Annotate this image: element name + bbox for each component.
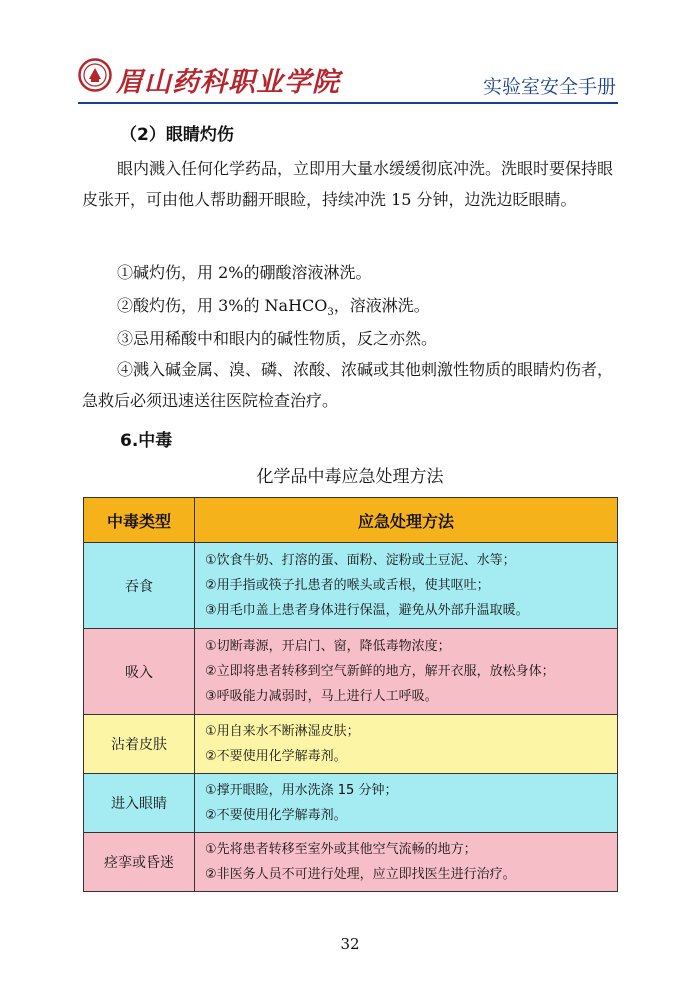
method-cell [195, 833, 618, 892]
method-step: ③呼吸能力减弱时，马上进行人工呼吸。 [205, 689, 438, 704]
header-divider [78, 102, 618, 104]
method-cell [195, 629, 618, 715]
page-header [78, 58, 618, 100]
poison-type-cell: 沾着皮肤 [84, 715, 195, 774]
poison-type-cell: 吞食 [84, 543, 195, 629]
section-heading-eye-burn: （2）眼睛灼伤 [120, 125, 234, 145]
method-step: ①先将患者转移至室外或其他空气流畅的地方； [205, 842, 477, 857]
section-heading-poisoning: 6.中毒 [120, 431, 173, 451]
method-cell [195, 543, 618, 629]
method-step: ③用毛巾盖上患者身体进行保温，避免从外部升温取暖。 [205, 603, 529, 618]
table-row [84, 629, 618, 715]
eye-burn-item-alkali: ①碱灼伤，用 2%的硼酸溶液淋洗。 [117, 263, 372, 282]
poison-type-cell: 进入眼睛 [84, 774, 195, 833]
poison-type-cell: 痉挛或昏迷 [84, 833, 195, 892]
poison-type-cell: 吸入 [84, 629, 195, 715]
method-cell [195, 774, 618, 833]
table-row [84, 833, 618, 892]
method-step: ①用自来水不断淋湿皮肤； [205, 724, 360, 739]
college-logo-icon [78, 58, 112, 92]
method-step: ②不要使用化学解毒剂。 [205, 808, 347, 823]
eye-burn-item-acid: ②酸灼伤，用 3%的 NaHCO$_3$，溶液淋洗。 [117, 296, 430, 319]
eye-burn-intro: 眼内溅入任何化学药品，立即用大量水缓缓彻底冲洗。洗眼时要保持眼皮张开，可由他人帮助翻开眼睑，持续冲洗 15 分钟，边洗边眨眼睛。 [82, 159, 614, 209]
method-step: ②用手指或筷子扎患者的喉头或舌根，使其呕吐； [205, 578, 490, 593]
manual-title: 实验室安全手册 [482, 76, 616, 98]
table-caption: 化学品中毒应急处理方法 [256, 467, 444, 487]
method-step: ①撑开眼睑，用水洗涤 15 分钟； [205, 783, 398, 798]
page-number: 32 [340, 935, 360, 953]
eye-burn-item-no-neutralize: ③忌用稀酸中和眼内的碱性物质，反之亦然。 [117, 329, 438, 348]
table-row [84, 774, 618, 833]
method-step: ②立即将患者转移到空气新鲜的地方，解开衣服，放松身体； [205, 664, 555, 679]
eye-burn-item-hospital: ④溅入碱金属、溴、磷、浓酸、浓碱或其他刺激性物质的眼睛灼伤者，急救后必须迅速送往医院检查治疗。 [82, 360, 614, 410]
method-step: ①饮食牛奶、打溶的蛋、面粉、淀粉或土豆泥、水等； [205, 553, 516, 568]
school-name: 眉山药科职业学院 [116, 67, 340, 98]
column-header-type: 中毒类型 [84, 498, 195, 543]
column-header-method: 应急处理方法 [195, 498, 618, 543]
method-step: ②不要使用化学解毒剂。 [205, 749, 347, 764]
method-cell [195, 715, 618, 774]
method-step: ②非医务人员不可进行处理，应立即找医生进行治疗。 [205, 867, 516, 882]
table-row [84, 543, 618, 629]
method-step: ①切断毒源，开启门、窗，降低毒物浓度； [205, 639, 451, 654]
table-header-row [84, 498, 618, 543]
table-row [84, 715, 618, 774]
poisoning-table [83, 497, 618, 892]
